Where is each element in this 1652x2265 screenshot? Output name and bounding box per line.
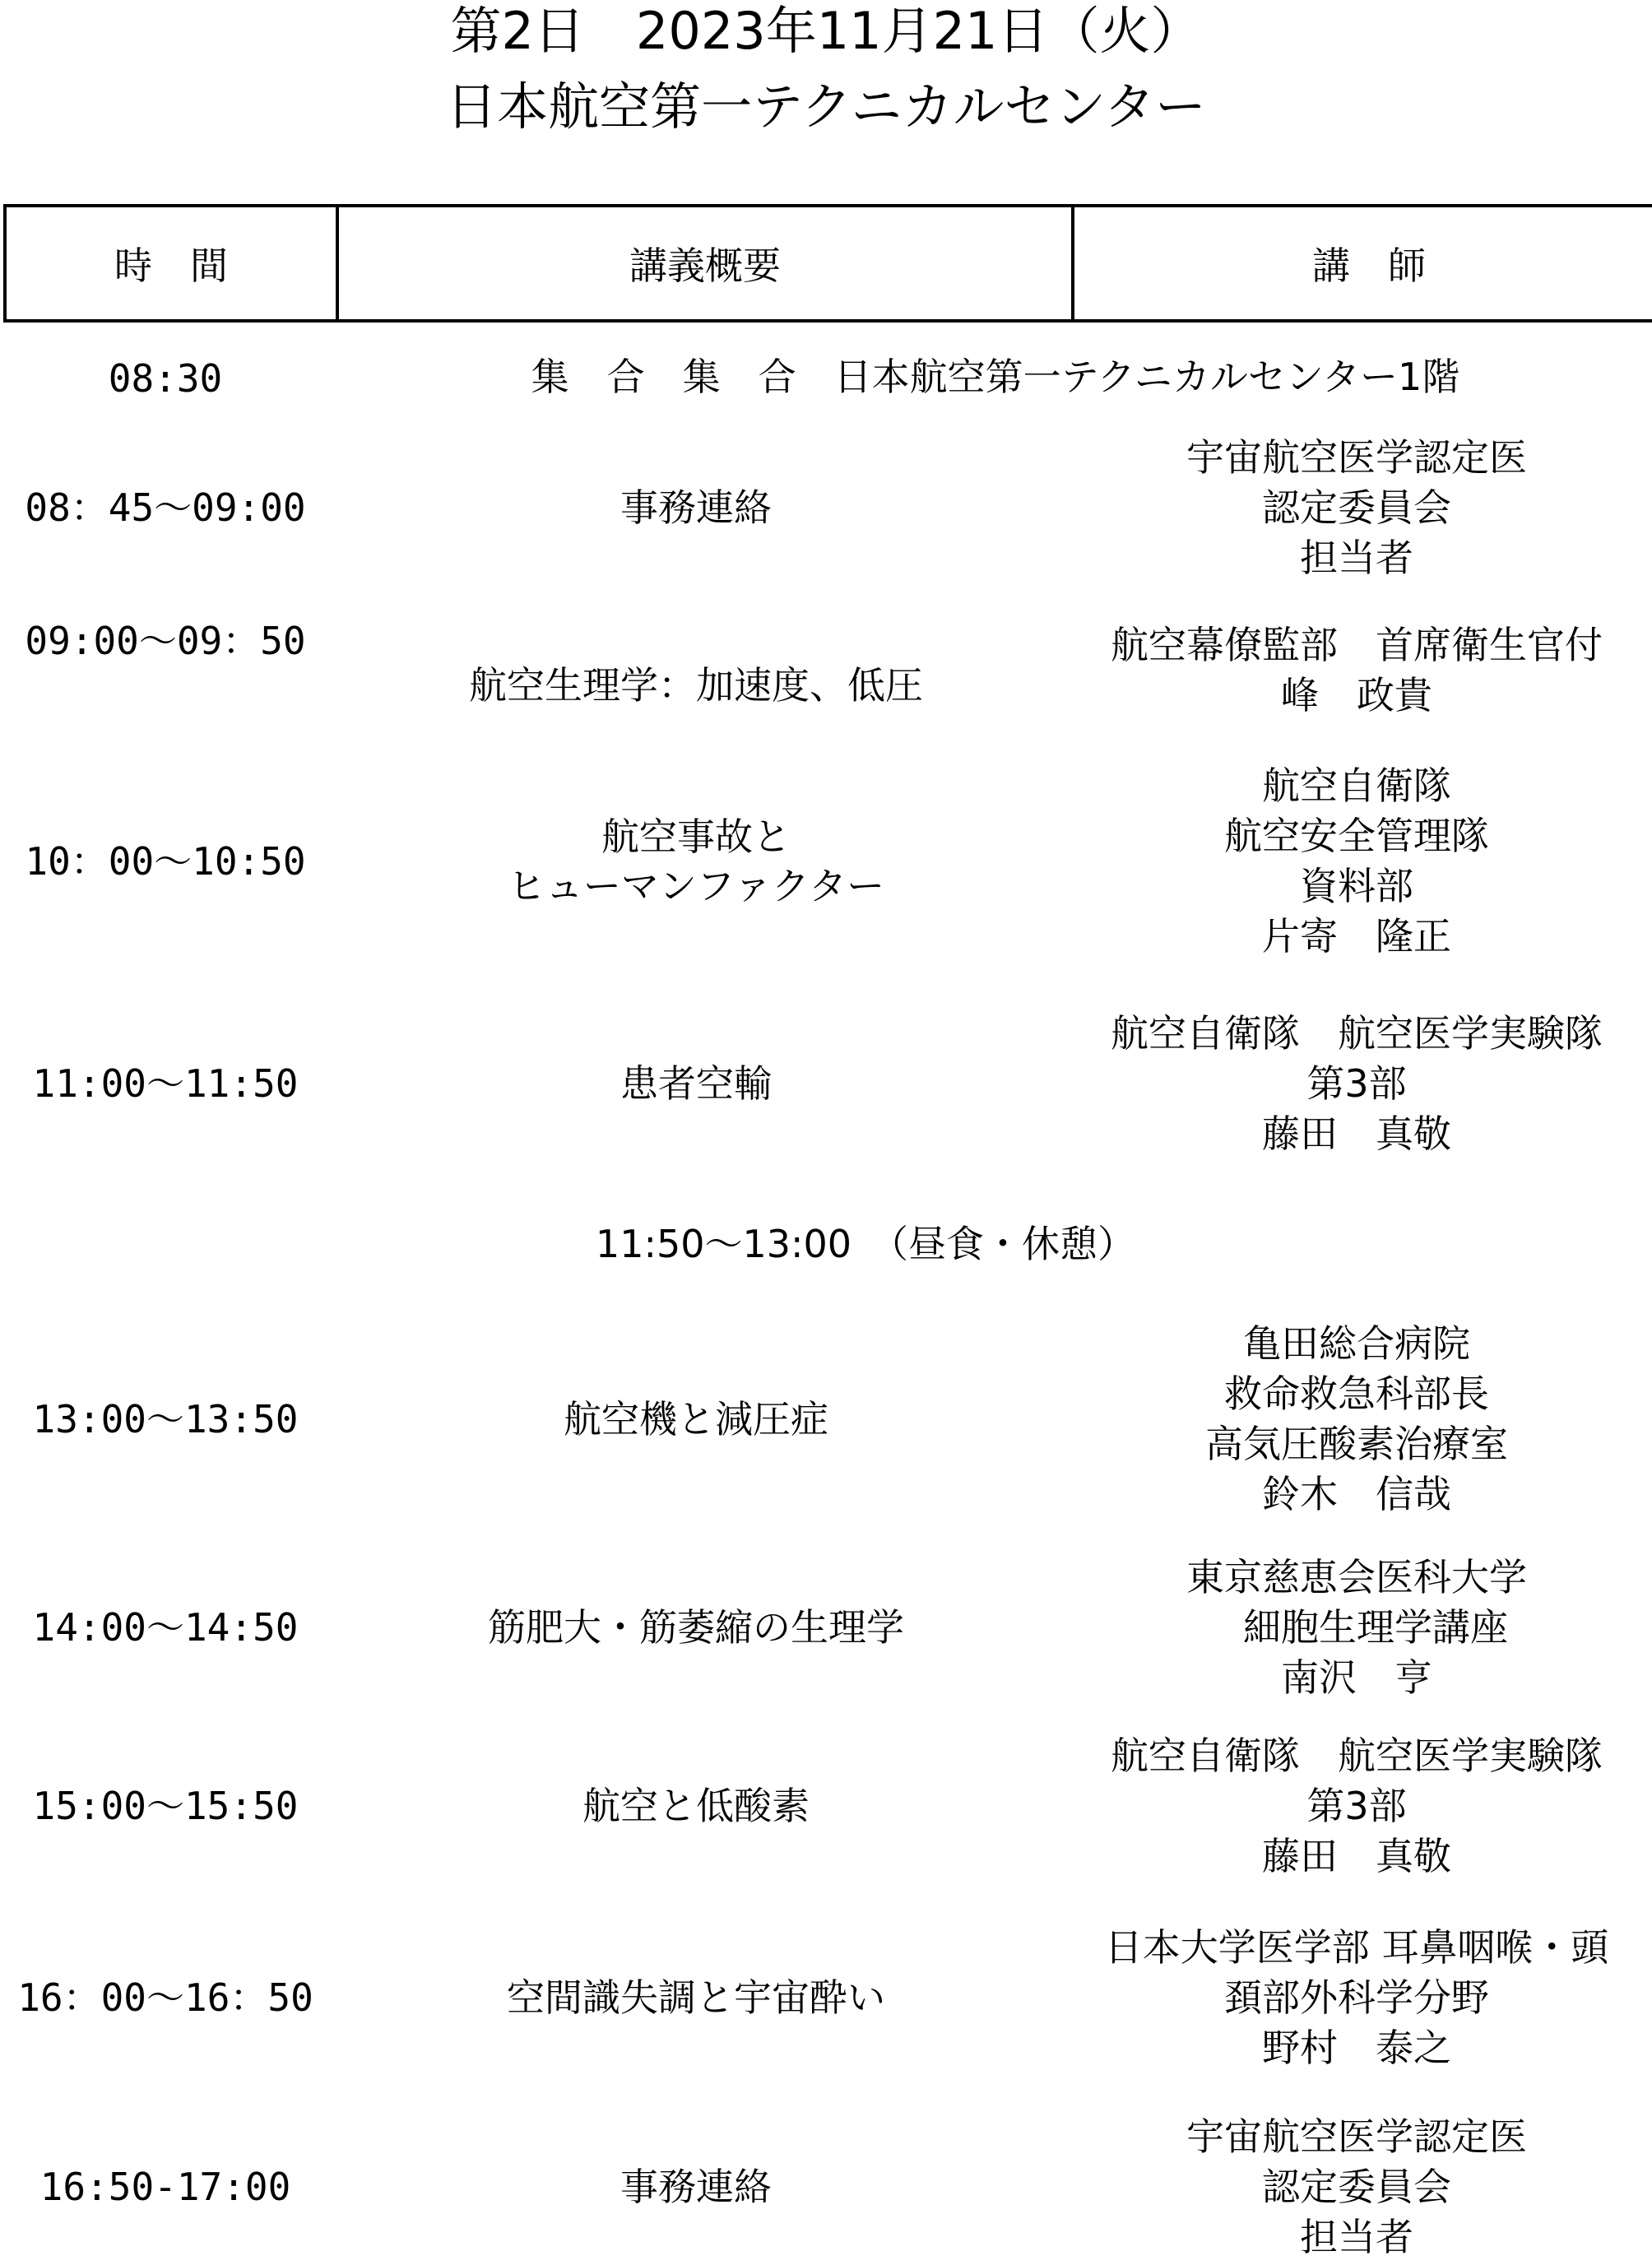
session-instructor: [1061, 1919, 1652, 2076]
column-header-time: 時 間: [5, 206, 337, 321]
session-instructor: [1061, 1728, 1652, 1884]
session-time: 15:00～15:50: [32, 1784, 299, 1828]
schedule-row: [0, 1549, 1652, 1706]
session-time: 13:00～13:50: [32, 1397, 299, 1441]
instructor-line: 航空幕僚監部 首席衛生官付: [1111, 623, 1603, 667]
schedule-row: [0, 2109, 1652, 2265]
session-time: 16：00～16：50: [17, 1975, 313, 2020]
instructor-line: 藤田 真敬: [1262, 1833, 1451, 1878]
schedule-row: [0, 429, 1652, 586]
schedule-row: [0, 1919, 1652, 2076]
session-time: 09:00～09：50: [25, 619, 306, 663]
session-lecture: [331, 1005, 1061, 1162]
instructor-line: 資料部: [1300, 864, 1413, 908]
instructor-line: 亀田総合病院: [1243, 1321, 1470, 1366]
session-instructor: [1061, 613, 1652, 728]
instructor-line: 担当者: [1300, 2214, 1413, 2259]
schedule-row: [0, 1005, 1652, 1162]
session-lecture: [331, 2109, 1061, 2265]
schedule-row: [0, 1728, 1652, 1884]
page-title-venue: 日本航空第一テクニカルセンター: [446, 77, 1206, 137]
session-lecture: [331, 759, 1061, 964]
column-header-table: [3, 204, 1652, 323]
lecture-line: 航空機と減圧症: [564, 1397, 828, 1441]
lecture-line: 空間識失調と宇宙酔い: [507, 1975, 885, 2020]
lecture-line: 筋肥大・筋萎縮の生理学: [488, 1605, 904, 1650]
schedule-row: [0, 613, 1652, 728]
lecture-line: 事務連絡: [620, 485, 772, 530]
instructor-line: 救命救急科部長: [1224, 1372, 1489, 1416]
session-time: 10：00～10:50: [25, 839, 306, 884]
gathering-text: 集 合 集 合 日本航空第一テクニカルセンター1階: [531, 355, 1460, 399]
session-instructor: [1061, 429, 1652, 586]
instructor-line: 高気圧酸素治療室: [1205, 1422, 1508, 1466]
session-lecture: [331, 613, 1061, 728]
session-lecture: [331, 1728, 1061, 1884]
lecture-line: 航空生理学：加速度、低圧: [469, 663, 923, 708]
lecture-line: 航空と低酸素: [582, 1784, 810, 1828]
instructor-line: 担当者: [1300, 535, 1413, 580]
session-lecture: [331, 429, 1061, 586]
instructor-line: 藤田 真敬: [1262, 1111, 1451, 1156]
instructor-line: 片寄 隆正: [1262, 914, 1451, 958]
lecture-line: ヒューマンファクター: [507, 864, 885, 908]
session-instructor: [1061, 1549, 1652, 1706]
page-title-date: 第2日 2023年11月21日（火）: [450, 1, 1202, 61]
instructor-line: 南沢 亨: [1281, 1655, 1432, 1700]
instructor-line: 野村 泰之: [1262, 2025, 1451, 2070]
gathering-time: 08:30: [108, 356, 223, 401]
instructor-line: 日本大学医学部 耳鼻咽喉・頭: [1104, 1924, 1609, 1970]
session-lecture: [331, 1919, 1061, 2076]
session-instructor: [1061, 1316, 1652, 1522]
session-time: 16:50-17:00: [39, 2165, 291, 2209]
schedule-row: [0, 1316, 1652, 1522]
instructor-line: 認定委員会: [1262, 2164, 1451, 2209]
instructor-line: 宇宙航空医学認定医: [1186, 434, 1527, 480]
lecture-line: 事務連絡: [620, 2165, 772, 2209]
instructor-line: 第3部: [1306, 1061, 1407, 1106]
instructor-line: 峰 政貴: [1281, 673, 1432, 717]
instructor-line: 東京慈恵会医科大学: [1186, 1554, 1527, 1599]
schedule-row: [0, 759, 1652, 964]
lunch-break: 11:50～13:00 （昼食・休憩）: [595, 1222, 1136, 1266]
gathering-row: [0, 352, 1652, 405]
instructor-line: 鈴木 信哉: [1262, 1472, 1451, 1516]
column-header-instructor: 講 師: [1073, 206, 1652, 321]
instructor-line: 航空自衛隊 航空医学実験隊: [1111, 1733, 1603, 1778]
column-header-lecture: 講義概要: [337, 206, 1073, 321]
instructor-line: 航空自衛隊 航空医学実験隊: [1111, 1010, 1603, 1056]
instructor-line: 航空安全管理隊: [1224, 814, 1489, 858]
session-time: 11:00～11:50: [32, 1061, 299, 1106]
session-time: 08：45～09:00: [25, 485, 306, 530]
session-instructor: [1061, 1005, 1652, 1162]
instructor-line: 認定委員会: [1262, 485, 1451, 530]
instructor-line: 頚部外科学分野: [1224, 1975, 1489, 2020]
instructor-line: 宇宙航空医学認定医: [1186, 2114, 1527, 2159]
lecture-line: 患者空輸: [620, 1061, 772, 1106]
instructor-line: 航空自衛隊: [1262, 764, 1451, 808]
instructor-line: 細胞生理学講座: [1205, 1604, 1508, 1650]
session-instructor: [1061, 759, 1652, 964]
session-lecture: [331, 1316, 1061, 1522]
instructor-line: 第3部: [1306, 1783, 1407, 1828]
session-instructor: [1061, 2109, 1652, 2265]
lecture-line: 航空事故と: [601, 815, 791, 859]
session-lecture: [331, 1549, 1061, 1706]
session-time: 14:00～14:50: [32, 1605, 299, 1650]
